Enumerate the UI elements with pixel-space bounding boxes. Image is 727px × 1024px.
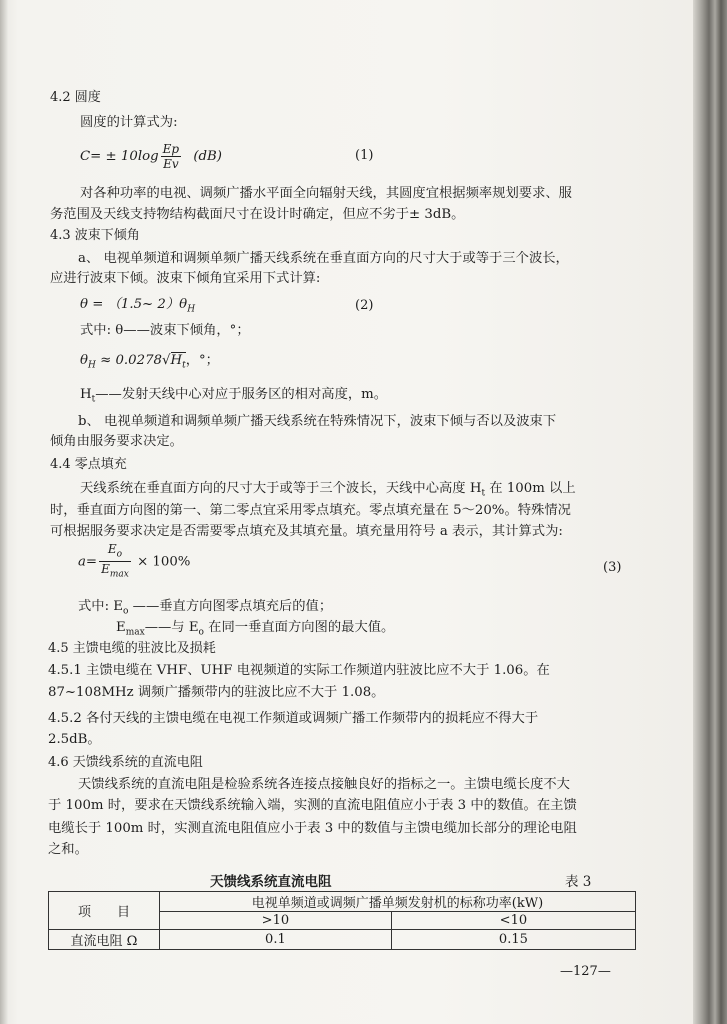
where-emax-sub: max [125, 627, 145, 638]
formula-1-fraction [161, 142, 181, 171]
formula-3-den-e: E [101, 562, 110, 577]
table-item-header: 项 目 [49, 892, 160, 930]
theta-h-sub: H [88, 360, 96, 371]
heading-4-2: 4.2 圆度 [50, 90, 101, 105]
table-3-label: 表 3 [565, 874, 592, 890]
roundness-intro: 圆度的计算式为: [80, 115, 178, 130]
table-group-header: 电视单频道或调频广播单频发射机的标称功率(kW) [160, 892, 636, 912]
nullfill-p1-text: 天线系统在垂直面方向的尺寸大于或等于三个波长，天线中心高度 H [80, 481, 482, 496]
sqrt-argument [170, 352, 186, 371]
table-row [49, 892, 636, 912]
formula-3-denominator [99, 562, 131, 581]
clause-4-5-2-line2: 2.5dB。 [48, 732, 101, 747]
dc-paragraph-line3: 电缆长于 100m 时，实测直流电阻值应小于表 3 中的数值与主馈电缆加长部分的理论电阻 [48, 821, 577, 836]
dc-paragraph-line4: 之和。 [48, 842, 88, 857]
dc-paragraph-line2: 于 100m 时，要求在天馈线系统输入端，实测的直流电阻值应小于表 3 中的数值。在主馈 [48, 798, 577, 813]
ht-definition [80, 386, 387, 409]
nullfill-p1-sub: t [481, 488, 486, 499]
sqrt-arg-sub: t [182, 360, 186, 371]
table-row-label: 直流电阻 Ω [49, 930, 160, 950]
nullfill-paragraph-line1 [80, 480, 576, 503]
nullfill-where-emax [116, 619, 394, 642]
roundness-paragraph-line2: 务范围及天线支持物结构截面尺寸在设计时确定，但应不劣于± 3dB。 [50, 207, 465, 222]
theta-h-coefficient: ≈ 0.0278 [100, 353, 163, 368]
theta-h-symbol: θ [80, 353, 89, 368]
clause-4-5-1-line2: 87~108MHz 调频广播频带内的驻波比应不大于 1.08。 [48, 685, 385, 700]
dc-paragraph-line1: 天馈线系统的直流电阻是检验系统各连接点接触良好的指标之一。主馈电缆长度不大 [78, 777, 570, 792]
where-eo-text: ——垂直方向图零点填充后的值； [128, 599, 333, 614]
heading-4-3: 4.3 波束下倾角 [50, 228, 140, 243]
tilt-where-line: 式中: θ——波束下倾角，°； [80, 323, 250, 338]
table-value-lt10: 0.15 [391, 930, 635, 950]
ht-definition-text: ——发射天线中心对应于服务区的相对高度，m。 [95, 387, 388, 402]
formula-1-log: log [137, 149, 159, 164]
tilt-item-b-line1: b、 电视单频道和调频单频广播天线系统在特殊情况下，波束下倾与否以及波束下 [78, 414, 557, 429]
where-emax-e: E [116, 620, 126, 635]
formula-3-den-sub: max [109, 569, 129, 580]
nullfill-where-eo [78, 598, 332, 621]
tilt-item-b-line2: 倾角由服务要求决定。 [50, 434, 183, 449]
formula-3-numerator [99, 542, 131, 562]
formula-1-denominator: Ev [163, 157, 179, 171]
tilt-item-a-line1: a、 电视单频道和调频单频广播天线系统在垂直面方向的尺寸大于或等于三个波长， [78, 251, 569, 266]
formula-1-unit: (dB) [193, 149, 222, 164]
where-emax-sub2: o [198, 627, 204, 638]
eq-number-2: (2) [355, 298, 374, 313]
formula-1-numerator: Ep [162, 142, 180, 156]
where-eo-sub: o [123, 606, 129, 617]
formula-3-fraction [99, 542, 131, 582]
table-3-title: 天馈线系统直流电阻 [210, 874, 332, 890]
theta-h-approx [80, 352, 219, 375]
where-eo-label: 式中: E [78, 599, 124, 614]
formula-2-sub: H [187, 304, 196, 315]
ht-symbol: H [80, 387, 92, 402]
page-number: —127— [560, 964, 611, 979]
formula-2 [80, 296, 195, 319]
heading-4-5: 4.5 主馈电缆的驻波比及损耗 [48, 641, 216, 656]
eq-number-1: (1) [355, 148, 374, 163]
formula-3-num-sub: o [116, 549, 123, 560]
sqrt-arg-h: H [170, 353, 183, 368]
eq-number-3: (3) [603, 560, 622, 575]
theta-h-unit: ，°； [185, 353, 219, 368]
heading-4-4: 4.4 零点填充 [50, 457, 127, 472]
nullfill-paragraph-line2: 时，垂直面方向图的第一、第二零点宜采用零点填充。零点填充量在 5～20%。特殊情况 [50, 503, 571, 518]
book-spine [693, 0, 727, 1024]
formula-3-left: a= [78, 554, 98, 570]
nullfill-paragraph-line3: 可根据服务要求决定是否需要零点填充及其填充量。填充量用符号 a 表示，其计算式为: [50, 524, 563, 539]
heading-4-6: 4.6 天馈线系统的直流电阻 [48, 755, 203, 770]
table-3 [48, 891, 636, 950]
formula-3 [78, 542, 190, 582]
formula-2-body: θ = （1.5~ 2）θ [80, 297, 188, 312]
formula-1 [80, 142, 222, 172]
page-gutter-shadow [0, 0, 8, 1024]
table-col-gt10: >10 [160, 912, 392, 930]
nullfill-p1-rest: 在 100m 以上 [485, 481, 576, 496]
table-row [49, 930, 636, 950]
clause-4-5-2-line1: 4.5.2 各付天线的主馈电缆在电视工作频道或调频广播工作频带内的损耗应不得大于 [48, 711, 539, 726]
formula-3-num-e: E [107, 542, 117, 556]
clause-4-5-1-line1: 4.5.1 主馈电缆在 VHF、UHF 电视频道的实际工作频道内驻波比应不大于 1.06。在 [48, 663, 550, 678]
sqrt-sign: √ [162, 353, 171, 368]
formula-1-left: C= ± 10 [80, 149, 138, 164]
formula-3-right: × 100% [137, 554, 191, 570]
tilt-item-a-line2: 应进行波束下倾。波束下倾角宜采用下式计算: [50, 271, 321, 286]
table-col-lt10: <10 [391, 912, 635, 930]
where-emax-text: ——与 E [144, 620, 199, 635]
table-value-gt10: 0.1 [160, 930, 392, 950]
where-emax-text2: 在同一垂直面方向图的最大值。 [203, 620, 395, 635]
ht-sub: t [91, 394, 96, 405]
roundness-paragraph-line1: 对各种功率的电视、调频广播水平面全向辐射天线，其圆度宜根据频率规划要求、服 [80, 186, 572, 201]
